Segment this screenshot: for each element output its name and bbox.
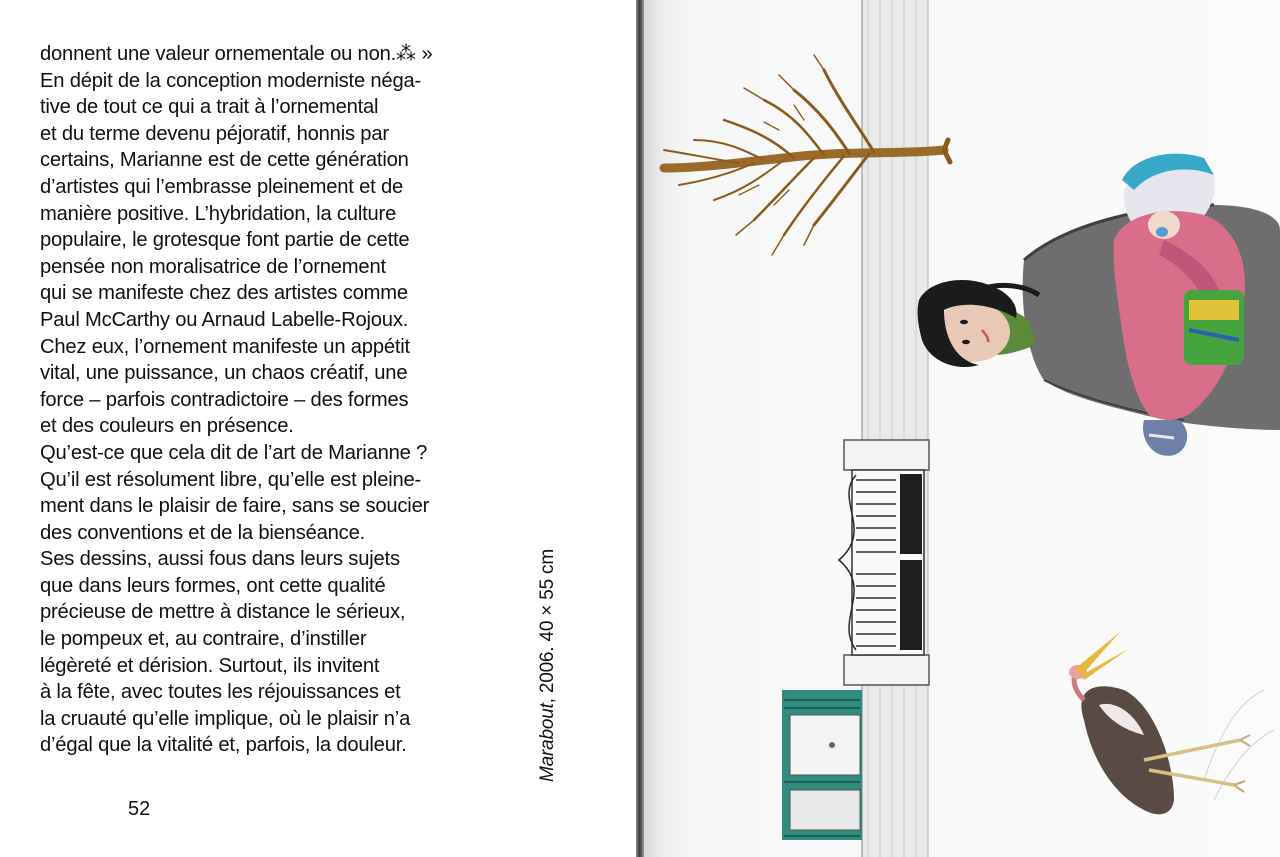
text-line: En dépit de la conception moderniste néga- bbox=[40, 69, 422, 92]
text-line: qui se manifeste chez des artistes comme bbox=[40, 282, 408, 305]
text-line: Ses dessins, aussi fous dans leurs sujets bbox=[40, 548, 400, 571]
text-line: tive de tout ce qui a trait à l’ornemental bbox=[40, 96, 379, 119]
marabout-illustration bbox=[644, 0, 1280, 857]
text-line: d’artistes qui l’embrasse pleinement et de bbox=[40, 175, 404, 198]
text-line: populaire, le grotesque font partie de cette bbox=[40, 229, 410, 252]
text-line: Chez eux, l’ornement manifeste un appétit bbox=[40, 335, 410, 358]
text-line: que dans leurs formes, ont cette qualité bbox=[40, 574, 386, 597]
text-line: d’égal que la vitalité et, parfois, la douleur. bbox=[40, 734, 407, 757]
text-line: force – parfois contradictoire – des formes bbox=[40, 388, 409, 411]
text-line: Paul McCarthy ou Arnaud Labelle-Rojoux. bbox=[40, 308, 409, 331]
marabou-stork bbox=[1069, 632, 1274, 814]
text-line: pensée non moralisatrice de l’ornement bbox=[40, 255, 386, 278]
page-number: 52 bbox=[128, 798, 151, 820]
text-line: précieuse de mettre à distance le sérieux, bbox=[40, 601, 406, 624]
text-line: manière positive. L’hybridation, la culture bbox=[40, 202, 397, 225]
artwork-title: Marabout bbox=[537, 703, 558, 782]
body-text bbox=[40, 41, 510, 759]
text-line: ment dans le plaisir de faire, sans se soucier bbox=[40, 495, 430, 518]
text-line: Qu’il est résolument libre, qu’elle est pleine- bbox=[40, 468, 422, 491]
artwork-caption bbox=[537, 549, 559, 782]
text-line: et du terme devenu péjoratif, honnis par bbox=[40, 122, 389, 145]
text-line: le pompeux et, au contraire, d’instiller bbox=[40, 628, 367, 651]
garden-gate bbox=[839, 440, 929, 685]
text-line: donnent une valeur ornementale ou non.⁂ » bbox=[40, 43, 433, 65]
text-line: et des couleurs en présence. bbox=[40, 415, 294, 438]
text-line: légèreté et dérision. Surtout, ils invitent bbox=[40, 654, 380, 677]
artwork-details: , 2006. 40 × 55 cm bbox=[537, 549, 558, 704]
text-line: la cruauté qu’elle implique, où le plaisir n’a bbox=[40, 707, 411, 730]
text-line: des conventions et de la bienséance. bbox=[40, 521, 366, 544]
text-line: Qu’est-ce que cela dit de l’art de Marianne ? bbox=[40, 441, 428, 464]
book-gutter bbox=[636, 0, 644, 857]
right-page bbox=[644, 0, 1280, 857]
text-line: à la fête, avec toutes les réjouissances et bbox=[40, 681, 401, 704]
text-line: vital, une puissance, un chaos créatif, une bbox=[40, 362, 408, 385]
text-line: certains, Marianne est de cette génération bbox=[40, 149, 409, 172]
path-strip bbox=[862, 0, 928, 857]
garden-shed bbox=[782, 690, 862, 840]
